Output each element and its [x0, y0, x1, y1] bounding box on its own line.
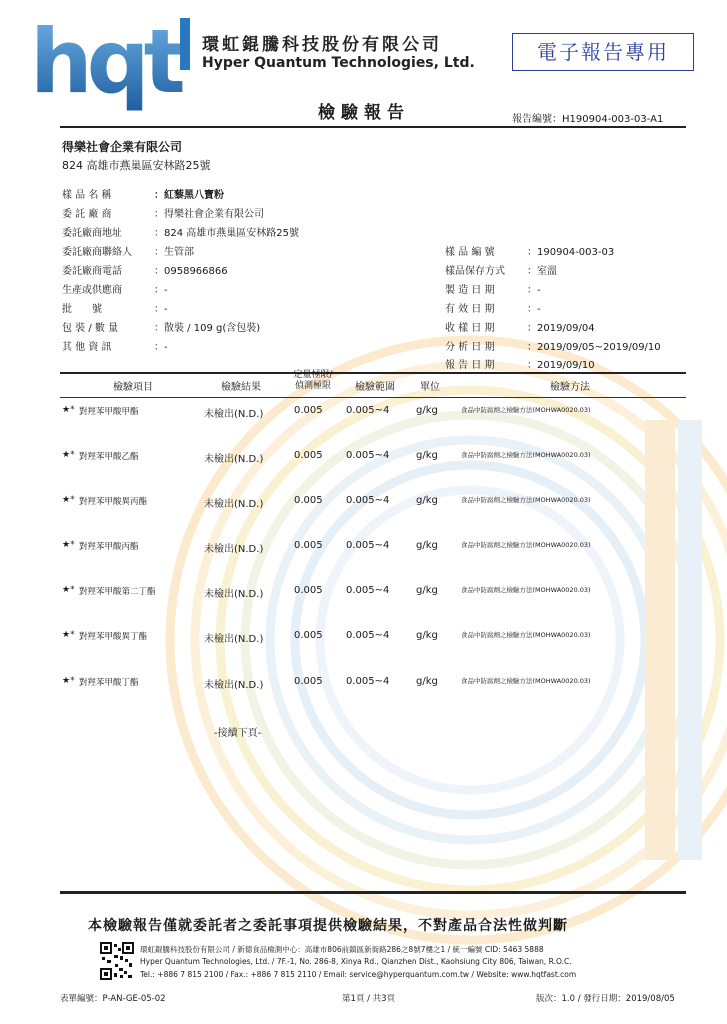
company-name-zh: 環虹錕騰科技股份有限公司 [202, 35, 442, 55]
logo-text: hqt [30, 10, 180, 112]
version-info: 版次：1.0 / 發行日期：2019/08/05 [536, 994, 675, 1004]
col-header-item: 檢驗項目 [113, 382, 153, 393]
company-name-en: Hyper Quantum Technologies, Ltd. [202, 55, 475, 71]
report-title: 檢驗報告 [318, 103, 410, 123]
footer-address-en: Hyper Quantum Technologies, Ltd. / 7F.-1, No. 286-8, Xinya Rd., Qianzhen Dist., Kaohsiung City 806, Taiwan, R.O.C. [140, 957, 572, 966]
info-row: 樣 品 名 稱 ：紅藜黑八寶粉 [62, 190, 224, 201]
info-row: 有 效 日 期 ：- [445, 304, 541, 315]
info-row: 其 他 資 訊 ：- [62, 342, 168, 353]
electronic-report-stamp: 電子報告專用 [512, 33, 694, 71]
report-number: 報告編號：H190904-003-03-A1 [512, 114, 664, 125]
info-row: 委託廠商電話 ：0958966866 [62, 266, 228, 277]
client-address: 824 高雄市燕巢區安林路25號 [62, 159, 211, 172]
qr-code-icon [100, 942, 134, 980]
info-row: 報 告 日 期 ：2019/09/10 [445, 360, 595, 371]
info-row: 收 樣 日 期 ：2019/09/04 [445, 323, 595, 334]
col-header-result: 檢驗結果 [221, 382, 261, 393]
col-header-method: 檢驗方法 [550, 382, 590, 393]
client-name: 得樂社會企業有限公司 [62, 140, 183, 154]
footer-contact: Tel.: +886 7 815 2100 / Fax.: +886 7 815 2110 / Email: service@hyperquantum.com.tw / Website: www.hqtfast.com [140, 970, 577, 979]
info-row: 分 析 日 期 ：2019/09/05~2019/09/10 [445, 342, 661, 353]
info-row: 製 造 日 期 ：- [445, 285, 541, 296]
footer-address-zh: 環虹錕騰科技股份有限公司 / 新德食品檢測中心：高雄市806前鎮區新衙路286之8號7樓之1 / 統一編號 CID: 5463 5888 [140, 945, 544, 954]
info-row: 樣品保存方式 ：室溫 [445, 266, 557, 277]
col-header-range: 檢驗範圍 [355, 382, 395, 393]
info-row: 樣 品 編 號 ：190904-003-03 [445, 247, 615, 258]
info-row: 委 託 廠 商 ：得樂社會企業有限公司 [62, 209, 264, 220]
disclaimer: 本檢驗報告僅就委託者之委託事項提供檢驗結果，不對產品合法性做判斷 [88, 918, 568, 934]
hqt-logo [30, 10, 190, 112]
header-divider [60, 126, 686, 128]
info-row: 委託廠商聯絡人 ：生管部 [62, 247, 194, 258]
continue-note: -接續下頁- [214, 728, 262, 739]
footer-divider [60, 891, 686, 894]
form-number: 表單編號：P-AN-GE-05-02 [60, 994, 166, 1004]
info-row: 批 號 ：- [62, 304, 168, 315]
col-header-limit: 定量極限/ 偵測極限 [293, 370, 333, 391]
col-header-unit: 單位 [420, 382, 440, 393]
table-top-rule [60, 372, 686, 374]
info-row: 包 裝 / 數 量 ：散裝 / 109 g(含包裝) [62, 323, 261, 334]
info-row: 生產或供應商 ：- [62, 285, 168, 296]
info-row: 委託廠商地址 ：824 高雄市燕巢區安林路25號 [62, 228, 299, 239]
page-number: 第1頁 / 共3頁 [342, 994, 396, 1004]
table-header-rule [60, 397, 686, 398]
